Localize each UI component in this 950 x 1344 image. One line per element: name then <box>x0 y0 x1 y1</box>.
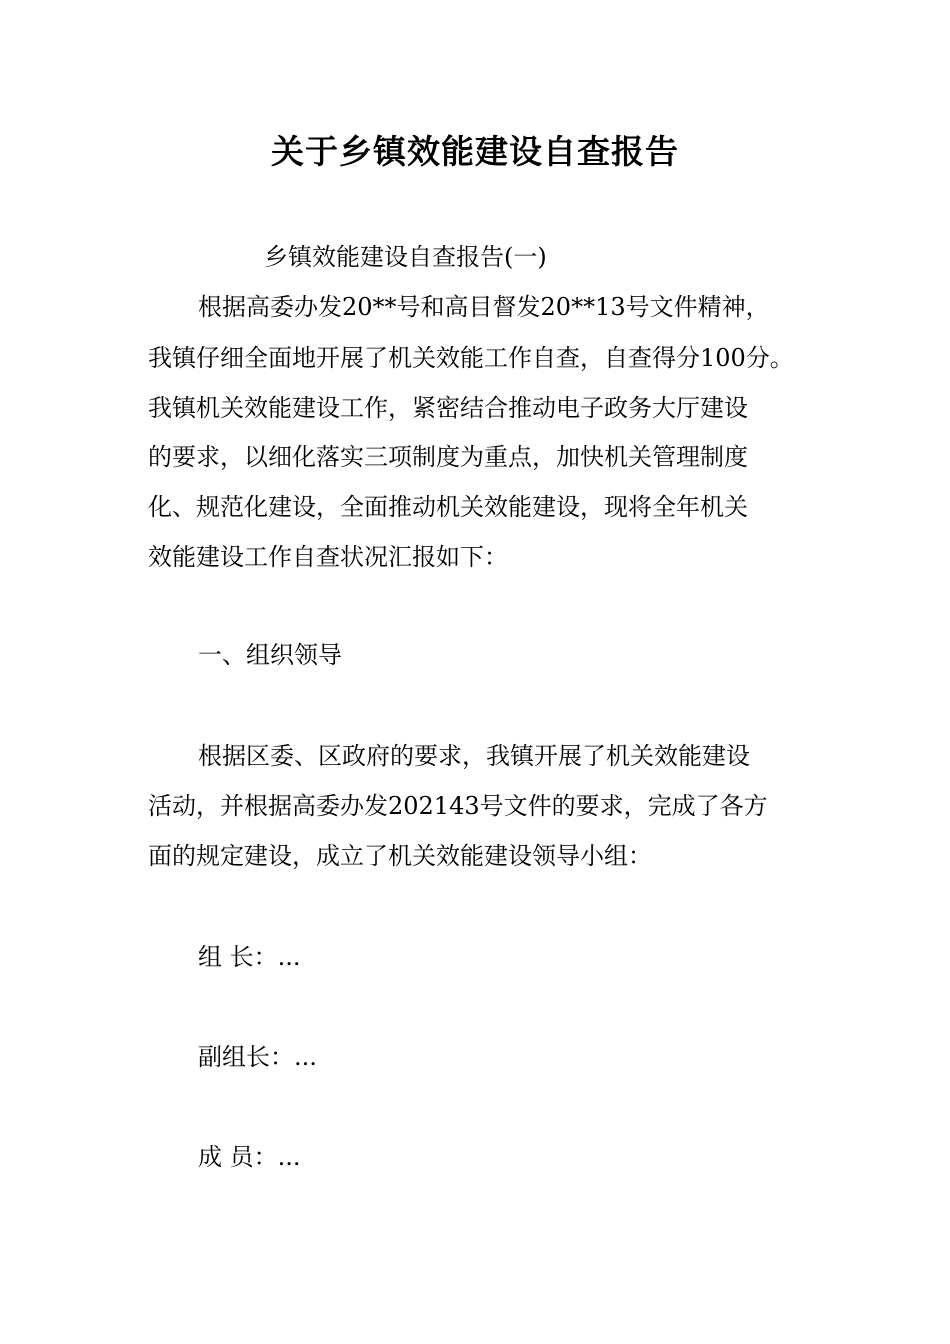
paragraph-1-line-2: 我镇仔细全面地开展了机关效能工作自查，自查得分100分。 <box>148 344 794 372</box>
paragraph-1-line-4: 的要求，以细化落实三项制度为重点，加快机关管理制度 <box>148 443 748 471</box>
role-members: 成 员：... <box>198 1143 301 1171</box>
role-deputy-leader: 副组长：... <box>198 1043 317 1071</box>
document-title: 关于乡镇效能建设自查报告 <box>271 132 679 171</box>
role-leader: 组 长：... <box>198 943 301 971</box>
paragraph-1-line-5: 化、规范化建设，全面推动机关效能建设，现将全年机关 <box>148 493 748 521</box>
paragraph-1-line-6: 效能建设工作自查状况汇报如下： <box>148 543 508 571</box>
paragraph-1-line-1: 根据高委办发20**号和高目督发20**13号文件精神， <box>198 293 770 321</box>
paragraph-2-line-2: 活动，并根据高委办发202143号文件的要求，完成了各方 <box>148 792 768 820</box>
paragraph-2-line-3: 面的规定建设，成立了机关效能建设领导小组： <box>148 842 652 870</box>
paragraph-2-line-1: 根据区委、区政府的要求，我镇开展了机关效能建设 <box>198 742 750 770</box>
paragraph-1-line-3: 我镇机关效能建设工作，紧密结合推动电子政务大厅建设 <box>148 394 748 422</box>
section-1-heading: 一、组织领导 <box>198 641 342 669</box>
document-subtitle: 乡镇效能建设自查报告(一) <box>264 243 547 271</box>
